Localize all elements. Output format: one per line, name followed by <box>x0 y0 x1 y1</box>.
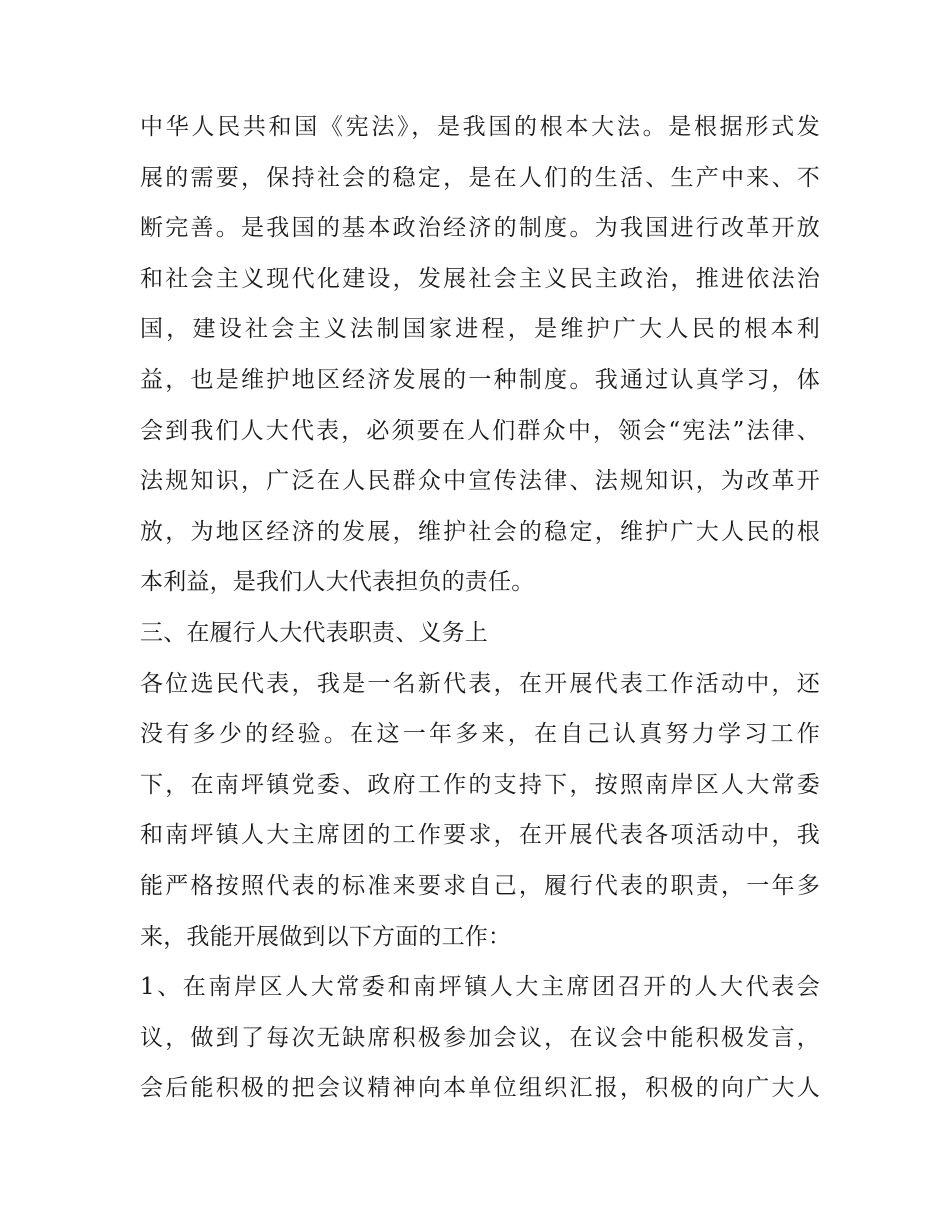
list-item-line: 议，做到了每次无缺席积极参加会议，在议会中能积极发言， <box>140 1024 820 1051</box>
text-line: 下，在南坪镇党委、政府工作的支持下，按照南岸区人大常委 <box>140 771 820 798</box>
text-line: 本利益，是我们人大代表担负的责任。 <box>140 569 535 596</box>
text-line: 会到我们人大代表，必须要在人们群众中，领会“宪法”法律、 <box>140 417 820 444</box>
text-line: 断完善。是我国的基本政治经济的制度。为我国进行改革开放 <box>140 215 820 242</box>
text-line: 放，为地区经济的发展，维护社会的稳定，维护广大人民的根 <box>140 518 820 545</box>
text-line: 和南坪镇人大主席团的工作要求，在开展代表各项活动中，我 <box>140 822 820 849</box>
text-line: 能严格按照代表的标准来要求自己，履行代表的职责，一年多 <box>140 872 820 899</box>
text-line: 国，建设社会主义法制国家进程，是维护广大人民的根本利 <box>140 316 820 343</box>
section-heading: 三、在履行人大代表职责、义务上 <box>140 619 488 646</box>
text-line: 各位选民代表，我是一名新代表，在开展代表工作活动中，还 <box>140 670 820 697</box>
body-text <box>140 102 820 1114</box>
list-item-line: 会后能积极的把会议精神向本单位组织汇报，积极的向广大人 <box>140 1075 820 1102</box>
text-line: 展的需要，保持社会的稳定，是在人们的生活、生产中来、不 <box>140 164 820 191</box>
text-line: 益，也是维护地区经济发展的一种制度。我通过认真学习，体 <box>140 366 820 393</box>
text-line: 来，我能开展做到以下方面的工作： <box>140 923 512 950</box>
list-item-line: 1、在南岸区人大常委和南坪镇人大主席团召开的人大代表会 <box>140 974 820 1001</box>
text-line: 和社会主义现代化建设，发展社会主义民主政治，推进依法治 <box>140 265 820 292</box>
text-line: 没有多少的经验。在这一年多来，在自己认真努力学习工作 <box>140 721 820 748</box>
text-line: 法规知识，广泛在人民群众中宣传法律、法规知识，为改革开 <box>140 468 820 495</box>
text-line: 中华人民共和国《宪法》，是我国的根本大法。是根据形式发 <box>140 114 820 140</box>
